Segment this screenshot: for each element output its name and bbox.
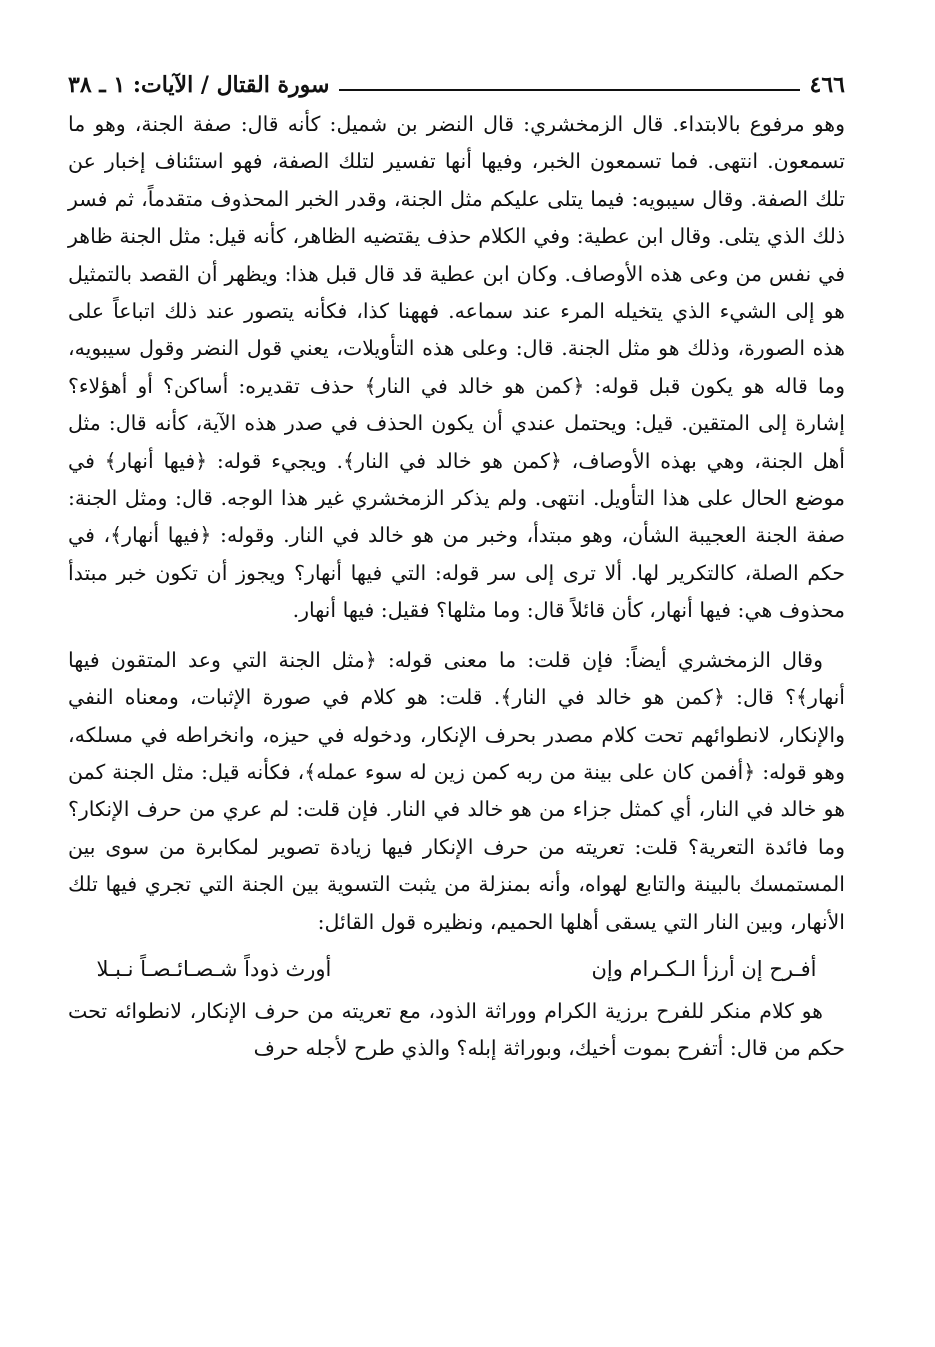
header-title: سورة القتال / الآيات: ١ ـ ٣٨ — [68, 72, 330, 98]
header-rule — [339, 89, 799, 91]
paragraph-1: وهو مرفوع بالابتداء. قال الزمخشري: قال النضر بن شميل: كأنه قال: صفة الجنة، وهو ما تسمعون. انتهى. فما تسمعون الخبر، وفيها أنها تفسير لتلك الصفة، فهو استئناف إخبار عن تلك الصفة. وقال سيبويه: فيما يتلى عليكم مثل الجنة، وقدر الخبر المحذوف متقدماً، ثم فسر ذلك الذي يتلى. وقال ابن عطية: وفي الكلام حذف يقتضيه الظاهر، كأنه قيل: مثل الجنة ظاهر في نفس من وعى هذه الأوصاف. وكان ابن عطية قد قال قبل هذا: ويظهر أن القصد بالتمثيل هو إلى الشيء الذي يتخيله المرء عند سماعه. فههنا كذا، فكأنه يتصور عند ذلك اتباعاً على هذه الصورة، وذلك هو مثل الجنة. قال: وعلى هذه التأويلات، يعني قول النضر وقول سيبويه، وما قاله هو يكون قبل قوله: ﴿كمن هو خالد في النار﴾ حذف تقديره: أساكن؟ أو أهؤلاء؟ إشارة إلى المتقين. قيل: ويحتمل عندي أن يكون الحذف في صدر هذه الآية، كأنه قال: مثل أهل الجنة، وهي بهذه الأوصاف، ﴿كمن هو خالد في النار﴾. ويجيء قوله: ﴿فيها أنهار﴾ في موضع الحال على هذا التأويل. انتهى. ولم يذكر الزمخشري غير هذا الوجه. قال: ومثل الجنة: صفة الجنة العجيبة الشأن، وهو مبتدأ، وخبر من هو خالد في النار. وقوله: ﴿فيها أنهار﴾، في حكم الصلة، كالتكرير لها. ألا ترى إلى سر قوله: التي فيها أنهار؟ ويجوز أن تكون خبر مبتدأ محذوف هي: فيها أنهار، كأن قائلاً قال: وما مثلها؟ فقيل: فيها أنهار. — [68, 112, 845, 623]
poetry-verse — [97, 949, 817, 989]
paragraph-3: هو كلام منكر للفرح برزية الكرام ووراثة الذود، مع تعريته من حرف الإنكار، لانطوائه تحت حكم من قال: أتفرح بموت أخيك، وبوراثة إبله؟ والذي طرح لأجله حرف — [68, 998, 845, 1061]
paragraph-2: وقال الزمخشري أيضاً: فإن قلت: ما معنى قوله: ﴿مثل الجنة التي وعد المتقون فيها أنهار﴾؟ قال: ﴿كمن هو خالد في النار﴾. قلت: هو كلام في صورة الإثبات، ومعناه النفي والإنكار، لانطوائهم تحت كلام مصدر بحرف الإنكار، ودخوله في حيزه، وانخراطه في مسلكه، وهو قوله: ﴿أفمن كان على بينة من ربه كمن زين له سوء عمله﴾، فكأنه قيل: مثل الجنة كمن هو خالد في النار، أي كمثل جزاء من هو خالد في النار. فإن قلت: لم عري من حرف الإنكار؟ وما فائدة التعرية؟ قلت: تعريته من حرف الإنكار فيها زيادة تصوير لمكابرة من سوى بين المستمسك بالبينة والتابع لهواه، وأنه بمنزلة من يثبت التسوية بين الجنة التي تجري فيها تلك الأنهار، وبين النار التي يسقى أهلها الحميم، ونظيره قول القائل: — [68, 647, 845, 934]
page-number: ٤٦٦ — [809, 72, 845, 98]
verse-hemistich-2: أورث ذوداً شـصـائـصـاً نـبـلا — [96, 956, 332, 981]
verse-hemistich-1: أفـرح إن أرزأ الـكـرام وإن — [591, 956, 817, 981]
running-header — [68, 70, 845, 100]
